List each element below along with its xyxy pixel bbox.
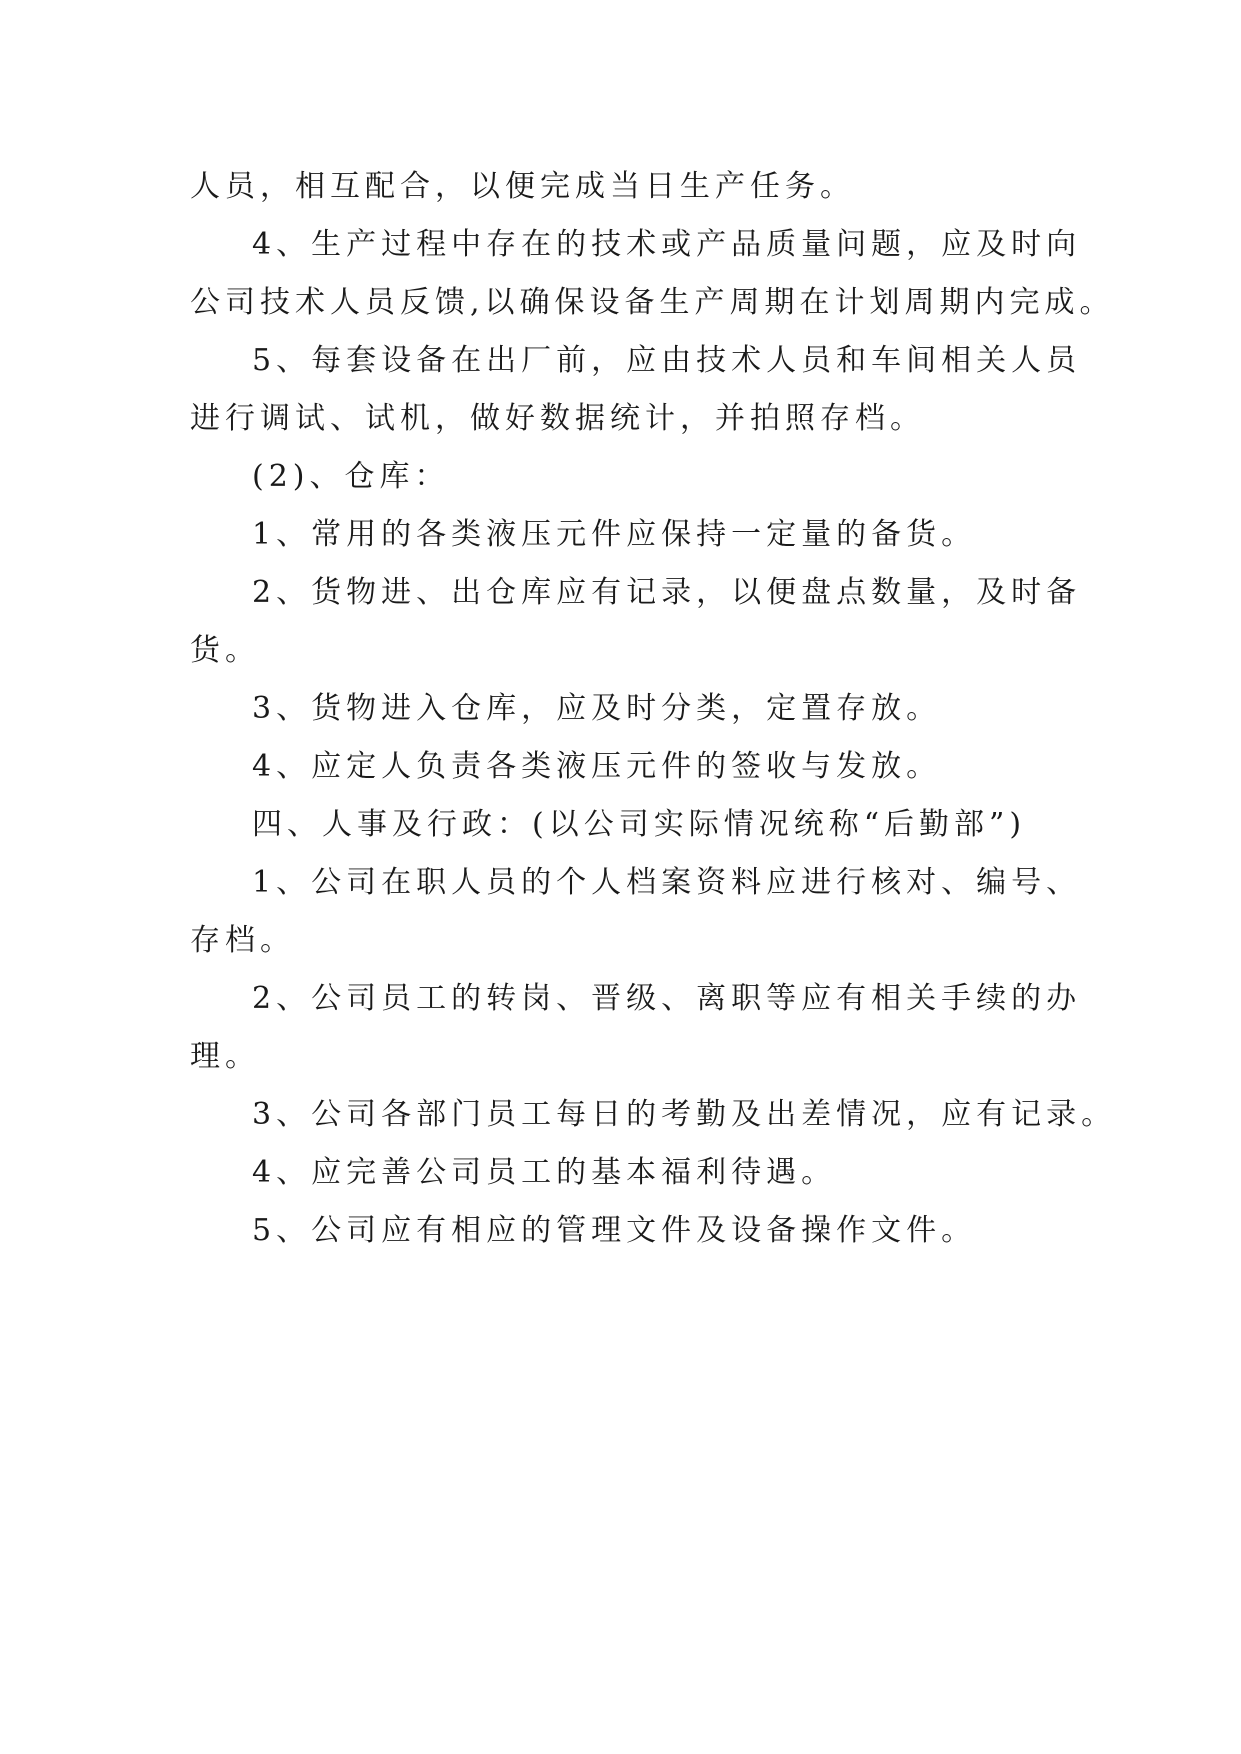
text-line: 理。: [190, 1039, 260, 1074]
text-line: 4、应完善公司员工的基本福利待遇。: [252, 1155, 837, 1190]
text-line: 4、生产过程中存在的技术或产品质量问题，应及时向: [252, 227, 1082, 262]
section-heading: 四、人事及行政：(以公司实际情况统称“后勤部”): [252, 807, 1027, 842]
text-line: 5、每套设备在出厂前，应由技术人员和车间相关人员: [252, 343, 1082, 378]
text-line: 3、公司各部门员工每日的考勤及出差情况，应有记录。: [252, 1097, 1117, 1132]
text-line: 3、货物进入仓库，应及时分类，定置存放。: [252, 691, 942, 726]
text-line: 货。: [190, 633, 260, 668]
text-line: 2、货物进、出仓库应有记录，以便盘点数量，及时备: [252, 575, 1082, 610]
text-line: 4、应定人负责各类液压元件的签收与发放。: [252, 749, 942, 784]
text-line: 1、公司在职人员的个人档案资料应进行核对、编号、: [252, 865, 1082, 900]
document-body: [190, 158, 1117, 1260]
text-line: 公司技术人员反馈,以确保设备生产周期在计划周期内完成。: [190, 285, 1115, 320]
text-line: 2、公司员工的转岗、晋级、离职等应有相关手续的办: [252, 981, 1082, 1016]
section-heading: (2)、仓库：: [252, 459, 450, 494]
text-line: 1、常用的各类液压元件应保持一定量的备货。: [252, 517, 977, 552]
text-line: 5、公司应有相应的管理文件及设备操作文件。: [252, 1213, 977, 1248]
text-line: 进行调试、试机，做好数据统计，并拍照存档。: [190, 401, 925, 436]
text-line: 存档。: [190, 923, 295, 958]
text-line: 人员，相互配合，以便完成当日生产任务。: [190, 169, 855, 204]
